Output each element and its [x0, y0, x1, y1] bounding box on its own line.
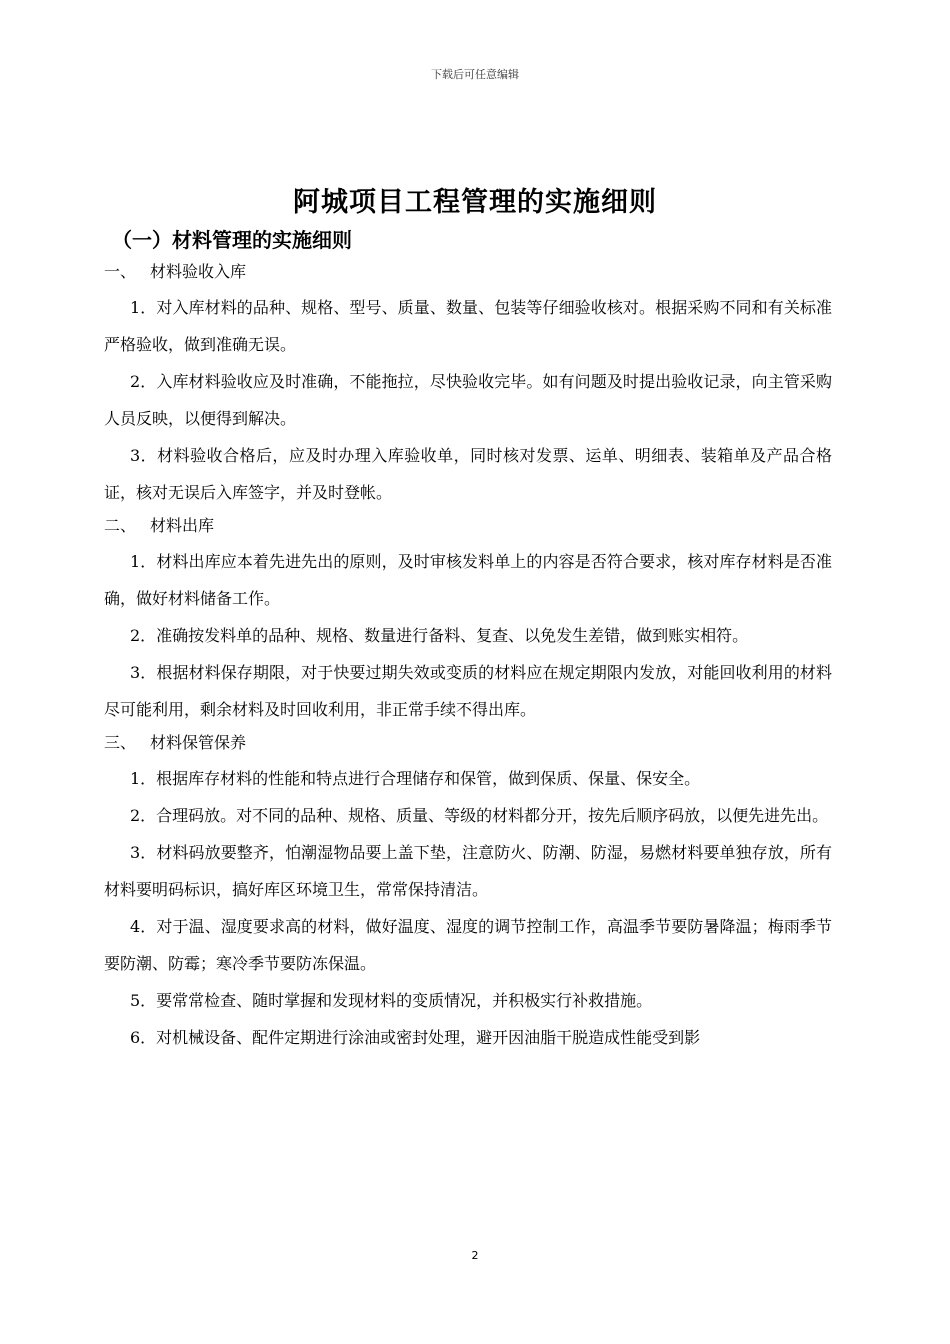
subsection-title: 材料出库 [150, 516, 215, 535]
subsection-heading [104, 513, 832, 543]
paragraph: 4．对于温、湿度要求高的材料，做好温度、湿度的调节控制工作，高温季节要防暑降温；梅雨季节要防潮、防霉；寒冷季节要防冻保温。 [104, 917, 832, 973]
paragraph: 5．要常常检查、随时掌握和发现材料的变质情况，并积极实行补救措施。 [130, 991, 653, 1010]
subsection-number: 一、 [104, 262, 137, 281]
subsection-title: 材料保管保养 [150, 733, 247, 752]
page-number: 2 [471, 1249, 479, 1262]
subsection-title: 材料验收入库 [150, 262, 247, 281]
subsection-number: 二、 [104, 516, 137, 535]
subsection-heading [104, 730, 832, 760]
paragraph: 6．对机械设备、配件定期进行涂油或密封处理，避开因油脂干脱造成性能受到影 [130, 1028, 701, 1047]
section-heading: （一）材料管理的实施细则 [112, 228, 352, 252]
document-title: 阿城项目工程管理的实施细则 [293, 187, 657, 218]
paragraph: 3．根据材料保存期限，对于快要过期失效或变质的材料应在规定期限内发放，对能回收利用的材料尽可能利用，剩余材料及时回收利用，非正常手续不得出库。 [104, 663, 832, 719]
paragraph: 1．材料出库应本着先进先出的原则，及时审核发料单上的内容是否符合要求，核对库存材料是否准确，做好材料储备工作。 [104, 552, 832, 608]
paragraph: 2．合理码放。对不同的品种、规格、质量、等级的材料都分开，按先后顺序码放，以便先进先出。 [130, 806, 829, 825]
subsection-1 [104, 259, 832, 511]
paragraph: 3．材料验收合格后，应及时办理入库验收单，同时核对发票、运单、明细表、装箱单及产品合格证，核对无误后入库签字，并及时登帐。 [104, 446, 832, 502]
header-note: 下载后可任意编辑 [431, 68, 519, 81]
paragraph: 2．入库材料验收应及时准确，不能拖拉，尽快验收完毕。如有问题及时提出验收记录，向主管采购人员反映，以便得到解决。 [104, 372, 832, 428]
paragraph: 1．对入库材料的品种、规格、型号、质量、数量、包装等仔细验收核对。根据采购不同和有关标准严格验收，做到准确无误。 [104, 298, 832, 354]
subsection-heading [104, 259, 832, 289]
subsection-2 [104, 513, 832, 728]
paragraph: 3．材料码放要整齐，怕潮湿物品要上盖下垫，注意防火、防潮、防湿，易燃材料要单独存放，所有材料要明码标识，搞好库区环境卫生，常常保持清洁。 [104, 843, 832, 899]
subsection-number: 三、 [104, 733, 137, 752]
document-body [104, 225, 832, 1056]
paragraph: 1．根据库存材料的性能和特点进行合理储存和保管，做到保质、保量、保安全。 [130, 769, 701, 788]
paragraph: 2．准确按发料单的品种、规格、数量进行备料、复查、以免发生差错，做到账实相符。 [130, 626, 749, 645]
subsection-3 [104, 730, 832, 1056]
